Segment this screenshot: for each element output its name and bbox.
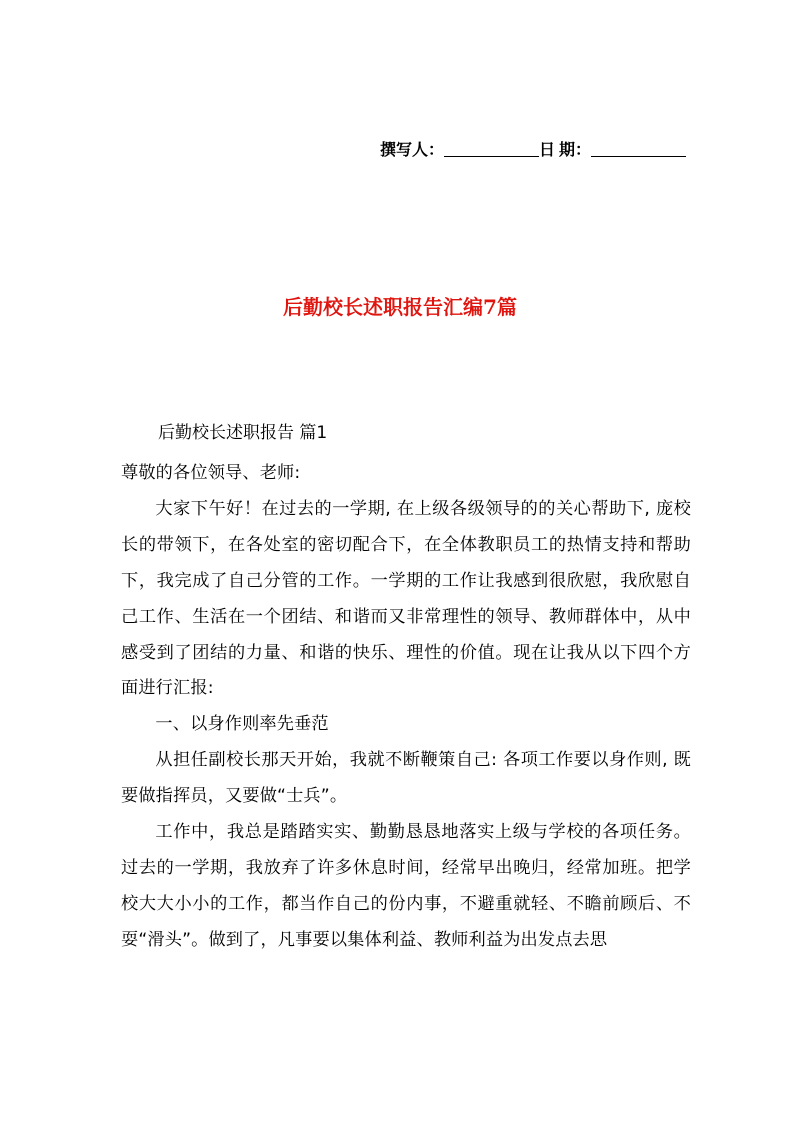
author-label: 撰写人： xyxy=(380,142,445,159)
body-text xyxy=(121,456,691,959)
section-heading: 后勤校长述职报告 篇1 xyxy=(158,423,328,443)
body-paragraph: 从担任副校长那天开始，我就不断鞭策自己: 各项工作要以身作则, 既要做指挥员，又要做“士兵”。 xyxy=(121,750,691,807)
salutation-paragraph: 尊敬的各位领导、老师: xyxy=(121,463,301,483)
author-blank xyxy=(444,140,539,157)
date-label: 日 期： xyxy=(539,142,592,159)
date-blank xyxy=(591,140,686,157)
subsection-heading: 一、以身作则率先垂范 xyxy=(155,714,329,735)
header-signature-line xyxy=(380,139,710,163)
body-paragraph: 工作中，我总是踏踏实实、勤勤恳恳地落实上级与学校的各项任务。过去的一学期，我放弃了许多休息时间，经常早出晚归，经常加班。把学校大大小小的工作，都当作自己的份内事，不避重就轻、不瞻前顾后、不耍“滑头”。做到了，凡事要以集体利益、教师利益为出发点去思 xyxy=(121,822,691,950)
body-paragraph: 大家下午好！在过去的一学期, 在上级各级领导的的关心帮助下, 庞校长的带领下，在各处室的密切配合下，在全体教职员工的热情支持和帮助下，我完成了自己分管的工作。一学期的工作让我感到很欣慰，我欣慰自己工作、生活在一个团结、和谐而又非常理性的领导、教师群体中，从中感受到了团结的力量、和谐的快乐、理性的价值。现在让我从以下四个方面进行汇报: xyxy=(121,498,691,699)
document-title: 后勤校长述职报告汇编7篇 xyxy=(283,295,517,319)
